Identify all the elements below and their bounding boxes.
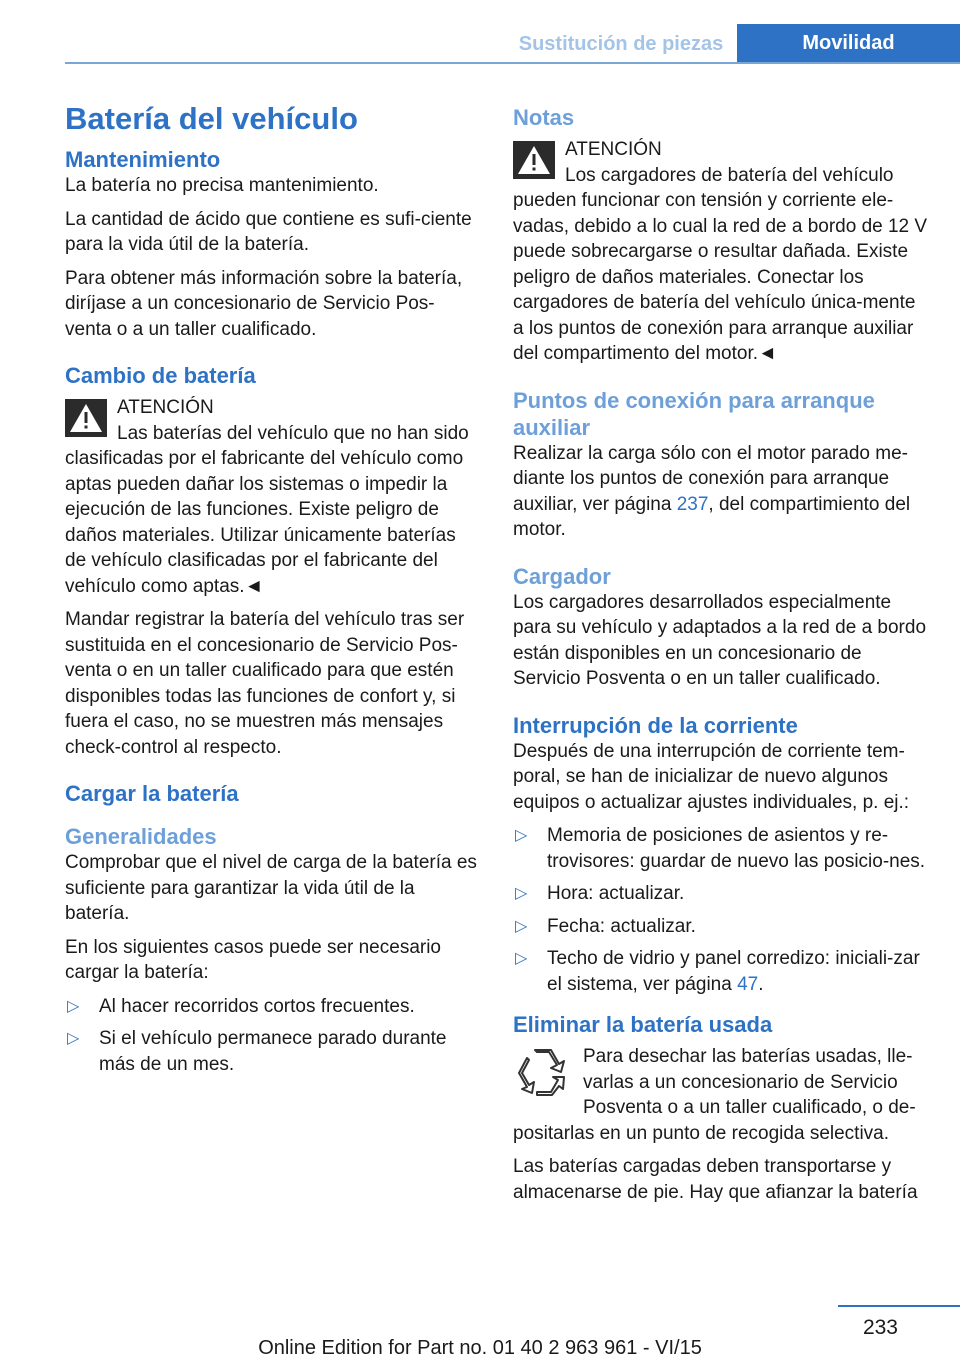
- heading-maintenance: Mantenimiento: [65, 147, 221, 172]
- bullet-arrow-icon: ▷: [515, 917, 528, 935]
- list-item-text: Techo de vidrio y panel corredizo: iniciali‐zar el sistema, ver página: [547, 948, 920, 995]
- bullet-arrow-icon: ▷: [67, 997, 80, 1015]
- heading-charger: Cargador: [513, 563, 611, 589]
- page-number-rule: [838, 1305, 960, 1307]
- header-chapter-tab: Movilidad: [737, 24, 960, 64]
- jumpstart-text-after: , del compartimiento del motor.: [513, 493, 911, 540]
- disposal-paragraph-2: Las baterías cargadas deben transportarse y almacenarse de pie. Hay que afianzar la batería: [513, 1156, 918, 1203]
- list-item: [65, 1026, 481, 1077]
- left-column: [65, 98, 481, 1085]
- list-item-text: Hora: actualizar.: [547, 883, 685, 904]
- warning-text: Las baterías del vehículo que no han sido clasificadas por el fabricante del vehículo como aptas pueden dañar los sistemas o impedir la ejecución de las funciones. Existe peligro de daños materiales. Utilizar únicamente baterías de vehículo clasificadas por el fabricante del vehículo como aptas.◄: [65, 422, 469, 597]
- warning-box-battery-change: [65, 395, 481, 599]
- list-item-text: Al hacer recorridos cortos frecuentes.: [99, 995, 415, 1017]
- header-rule: [65, 62, 960, 64]
- list-item: [513, 823, 929, 874]
- heading-power-interruption: Interrupción de la corriente: [513, 712, 798, 738]
- list-item: [513, 914, 929, 940]
- charger-paragraph: Los cargadores desarrollados especialmente para su vehículo y adaptados a la red de a bordo están disponibles en un concesionario de Servicio Posventa o en un taller cualificado.: [513, 591, 927, 689]
- list-item: [513, 946, 929, 997]
- footer-edition: Online Edition for Part no. 01 40 2 963 961 - VI/15: [258, 1337, 702, 1359]
- warning-icon: [65, 399, 107, 437]
- bullet-arrow-icon: ▷: [515, 885, 528, 902]
- heading-battery-disposal: Eliminar la batería usada: [513, 1012, 773, 1037]
- list-item-text-after: .: [758, 973, 764, 995]
- charge-paragraph-1: Comprobar que el nivel de carga de la batería es suficiente para garantizar la vida útil de la batería.: [65, 852, 477, 924]
- interruption-bullet-list: [513, 823, 929, 997]
- warning-title: ATENCIÓN: [565, 139, 662, 160]
- warning-title: ATENCIÓN: [117, 397, 214, 418]
- warning-box-notes: [513, 137, 929, 367]
- heading-general: Generalidades: [65, 824, 217, 849]
- battery-register-paragraph: Mandar registrar la batería del vehículo tras ser sustituida en el concesionario de Servicio Pos‐venta o en un taller cualificado para que estén disponibles todas las funciones de confort y, si fuera el caso, no se muestren más mensajes check-control al respecto.: [65, 609, 465, 758]
- bullet-arrow-icon: ▷: [515, 827, 528, 844]
- heading-notes: Notas: [513, 105, 575, 130]
- heading-battery-change: Cambio de batería: [65, 363, 256, 388]
- maintenance-paragraph-1: La batería no precisa mantenimiento.: [65, 175, 379, 196]
- list-item: [65, 994, 481, 1020]
- warning-icon: [513, 141, 555, 179]
- page-link-47[interactable]: 47: [737, 973, 759, 995]
- interruption-paragraph: Después de una interrupción de corriente tem‐poral, se han de inicializar de nuevo algunos equipos o actualizar ajustes individuales, p. ej.:: [513, 740, 910, 813]
- bullet-arrow-icon: ▷: [515, 950, 528, 967]
- list-item-text: Memoria de posiciones de asientos y re‐trovisores: guardar de nuevo las posicio‐nes.: [547, 825, 926, 872]
- list-item-text: Si el vehículo permanece parado durante más de un mes.: [99, 1028, 447, 1075]
- heading-charge-battery: Cargar la batería: [65, 781, 239, 806]
- page-link-237[interactable]: 237: [676, 493, 709, 515]
- heading-jumpstart-points: Puntos de conexión para arranque auxiliar: [513, 387, 875, 440]
- warning-text: Los cargadores de batería del vehículo pueden funcionar con tensión y corriente ele‐vadas, debido a lo cual la red de a bordo de 12 V puede sobrecargarse o resultar dañada. Existe peligro de daños materiales. Conectar los cargadores de batería del vehículo única‐mente a los puntos de conexión para arranque auxiliar del compartimento del motor.◄: [513, 164, 928, 364]
- page-title: Batería del vehículo: [65, 101, 358, 136]
- recycle-icon: [515, 1046, 571, 1098]
- maintenance-paragraph-3: Para obtener más información sobre la batería, diríjase a un concesionario de Servicio Pos‐venta o a un taller cualificado.: [65, 267, 463, 340]
- header-section-title: Sustitución de piezas: [518, 33, 724, 55]
- list-item: [513, 881, 929, 907]
- right-column: [513, 104, 929, 1213]
- disposal-block: [513, 1038, 929, 1205]
- disposal-paragraph-1: Para desechar las baterías usadas, lle‐varlas a un concesionario de Servicio Posventa o a un taller cualificado, o de‐positarlas en un punto de recogida selectiva.: [513, 1046, 916, 1144]
- bullet-arrow-icon: ▷: [67, 1030, 80, 1047]
- jumpstart-text: Realizar la carga sólo con el motor parado me‐diante los puntos de conexión para arranque auxiliar, ver página: [513, 442, 908, 515]
- page-number: 233: [862, 1316, 898, 1339]
- maintenance-paragraph-2: La cantidad de ácido que contiene es sufi‐ciente para la vida útil de la batería.: [65, 208, 472, 255]
- list-item-text: Fecha: actualizar.: [547, 915, 696, 937]
- charge-paragraph-2: En los siguientes casos puede ser necesario cargar la batería:: [65, 936, 442, 983]
- charge-bullet-list: [65, 994, 481, 1078]
- jumpstart-paragraph: [513, 441, 929, 543]
